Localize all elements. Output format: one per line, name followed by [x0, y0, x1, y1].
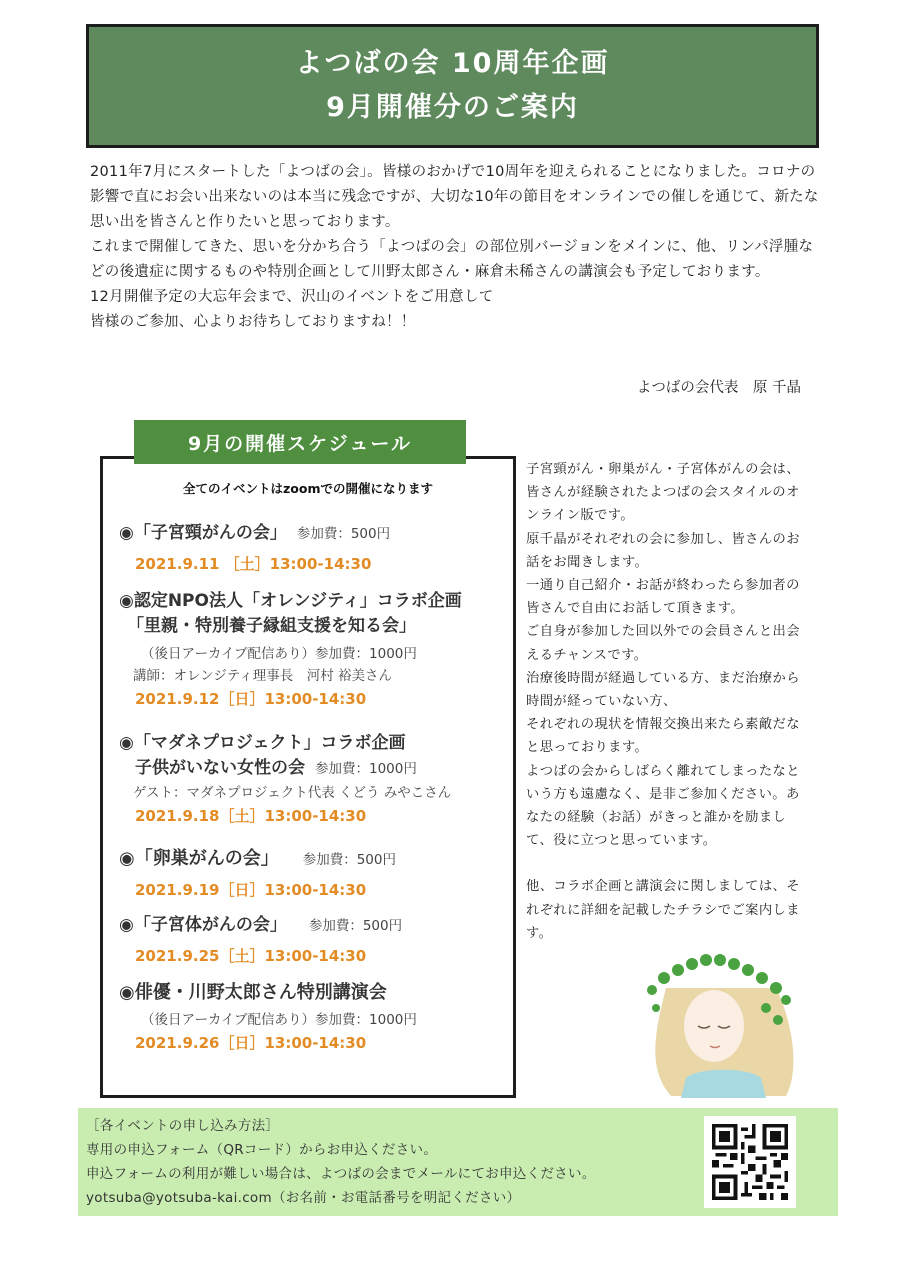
application-text — [86, 1114, 596, 1210]
description-line: 治療後時間が経過している方、まだ治療から時間が経っていない方、 — [526, 670, 800, 710]
event-date: 2021.9.18［土］13:00-14:30 — [135, 807, 367, 825]
event-date: 2021.9.12［日］13:00-14:30 — [135, 690, 367, 708]
application-heading: ［各イベントの申し込み方法］ — [86, 1118, 280, 1134]
event-uterine-cancer — [119, 913, 507, 968]
event-date: 2021.9.19［日］13:00-14:30 — [135, 881, 367, 899]
title-banner — [86, 24, 819, 148]
application-info-box — [78, 1108, 838, 1216]
application-email[interactable]: yotsuba@yotsuba-kai.com（お名前・お電話番号を明記ください） — [86, 1190, 521, 1206]
event-special-lecture — [119, 981, 507, 1055]
event-note: （後日アーカイブ配信あり）参加費：1000円 — [141, 1012, 417, 1028]
description-line: よつばの会からしばらく離れてしまったなという方も遠慮なく、是非ご参加ください。あなたの経験（お話）がきっと誰かを励まして、役に立つと思っています。 — [526, 763, 800, 849]
event-description — [526, 458, 811, 945]
face-shape — [684, 990, 744, 1062]
event-fee: 参加費：1000円 — [315, 761, 417, 777]
event-title: ◉「子宮頸がんの会」 — [119, 523, 287, 543]
event-fee: 参加費：500円 — [308, 918, 403, 934]
description-line: ご自身が参加した回以外での会員さんと出会えるチャンスです。 — [526, 624, 800, 663]
intro-paragraph: 12月開催予定の大忘年会まで、沢山のイベントをご用意して — [90, 289, 494, 305]
title-line-1: よつばの会 10周年企画 — [295, 48, 610, 79]
intro-paragraph: これまで開催してきた、思いを分かち合う「よつばの会」の部位別バージョンをメインに、他、リンパ浮腫などの後遺症に関するものや特別企画として川野太郎さん・麻倉未稀さんの講演会も予定しております。 — [90, 239, 814, 280]
woman-with-clover-crown-illustration — [626, 948, 806, 1098]
event-fee: 参加費：500円 — [296, 526, 391, 542]
description-line: 一通り自己紹介・お話が終わったら参加者の皆さんで自由にお話して頂きます。 — [526, 578, 800, 617]
intro-paragraph: 皆様のご参加、心よりお待ちしておりますね！！ — [90, 314, 416, 330]
event-title: ◉認定NPO法人「オレンジティ」コラボ企画 — [119, 591, 462, 611]
event-date: 2021.9.26［日］13:00-14:30 — [135, 1034, 367, 1052]
signature: よつばの会代表 原 千晶 — [636, 380, 801, 396]
event-cervical-cancer — [119, 521, 507, 576]
event-title: ◉「マダネプロジェクト」コラボ企画 — [119, 733, 406, 753]
event-date: 2021.9.11 ［土］13:00-14:30 — [135, 555, 372, 573]
description-line: 子宮頸がん・卵巣がん・子宮体がんの会は、皆さんが経験されたよつばの会スタイルのオンライン版です。 — [526, 462, 800, 524]
zoom-note: 全てのイベントはzoomでの開催になります — [183, 481, 433, 496]
event-lecturer: 講師：オレンジティ理事長 河村 裕美さん — [133, 668, 393, 684]
intro-text — [90, 160, 820, 335]
qr-code[interactable] — [704, 1116, 796, 1208]
schedule-box — [100, 456, 516, 1098]
event-title: ◉「子宮体がんの会」 — [119, 915, 287, 935]
description-closing: 他、コラボ企画と講演会に関しましては、それぞれに詳細を記載したチラシでご案内します。 — [526, 879, 800, 941]
event-subtitle: 子供がいない女性の会 — [135, 758, 305, 778]
intro-paragraph: 2011年7月にスタートした「よつばの会」。皆様のおかげで10周年を迎えられることになりました。コロナの影響で直にお会い出来ないのは本当に残念ですが、大切な10年の節目をオンラインでの催しを通じて、新たな思い出を皆さんと作りたいと思っております。 — [90, 164, 819, 230]
event-title: ◉「卵巣がんの会」 — [119, 848, 279, 869]
event-guest: ゲスト：マダネプロジェクト代表 くどう みやこさん — [133, 785, 452, 801]
event-note: （後日アーカイブ配信あり）参加費：1000円 — [141, 646, 417, 662]
description-line: それぞれの現状を情報交換出来たら素敵だなと思っております。 — [526, 717, 800, 756]
title-line-2: 9月開催分のご案内 — [326, 92, 579, 123]
application-line-email-note: 申込フォームの利用が難しい場合は、よつばの会までメールにてお申込ください。 — [86, 1166, 596, 1182]
event-foster-care — [119, 589, 507, 711]
event-ovarian-cancer — [119, 847, 507, 902]
event-title: ◉俳優・川野太郎さん特別講演会 — [119, 982, 387, 1003]
qr-code-icon — [712, 1124, 788, 1200]
shoulder-shape — [681, 1070, 766, 1098]
schedule-label: 9月の開催スケジュール — [134, 420, 466, 464]
event-date: 2021.9.25［土］13:00-14:30 — [135, 947, 367, 965]
event-madane-project — [119, 731, 507, 828]
event-fee: 参加費：500円 — [302, 852, 396, 868]
application-line-form: 専用の申込フォーム（QRコード）からお申込ください。 — [86, 1142, 438, 1158]
event-subtitle: 「里親・特別養子縁組支援を知る会」 — [127, 616, 416, 636]
description-line: 原千晶がそれぞれの会に参加し、皆さんのお話をお聞きします。 — [526, 531, 800, 570]
